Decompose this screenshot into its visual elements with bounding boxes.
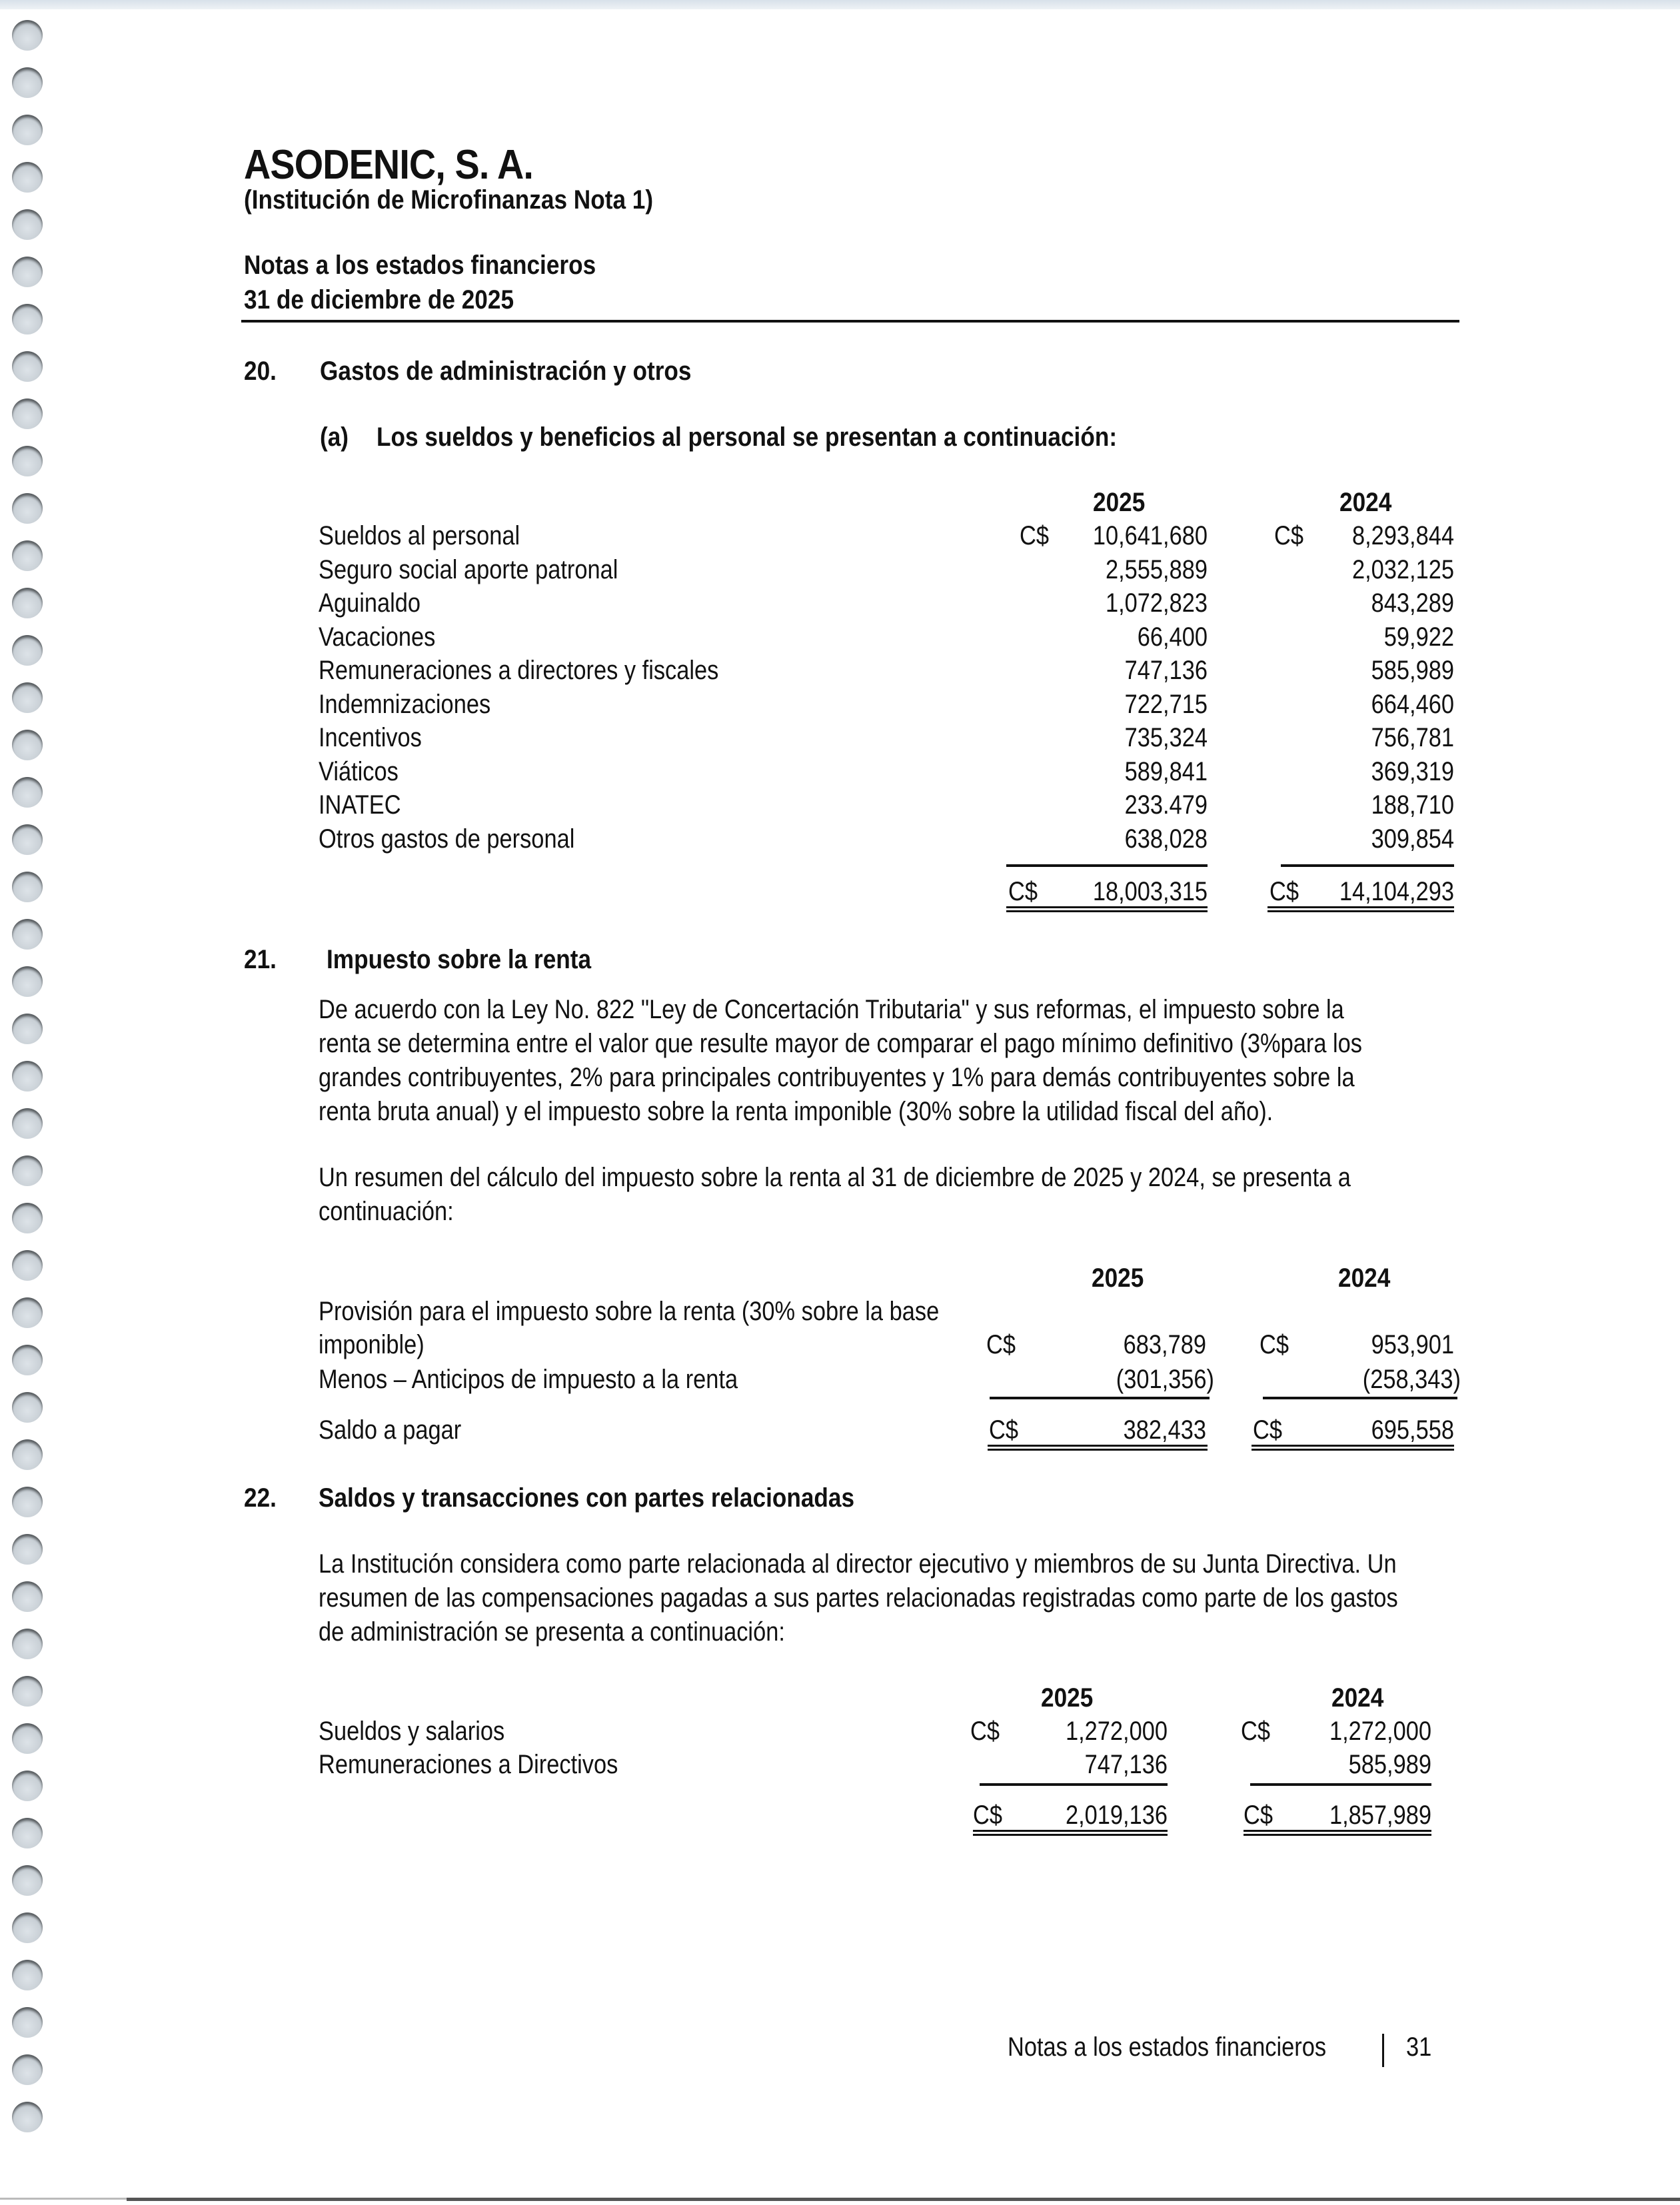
page-number: 31 bbox=[1406, 2032, 1432, 2062]
provision-currency-2025: C$ bbox=[986, 1330, 1016, 1359]
table-row-value-2025: 1,072,823 bbox=[1105, 588, 1208, 618]
text-line: De acuerdo con la Ley No. 822 "Ley de Concertación Tributaria" y sus reformas, el impuesto sobre la bbox=[319, 995, 1344, 1024]
binding-hole-icon bbox=[12, 162, 43, 193]
binding-hole-icon bbox=[12, 1581, 43, 1612]
note-20-number: 20. bbox=[244, 357, 277, 386]
table-row-value-2024: 664,460 bbox=[1371, 689, 1454, 719]
table-row-label: Sueldos y salarios bbox=[319, 1717, 505, 1746]
balance-currency-2025: C$ bbox=[989, 1415, 1018, 1445]
currency-2025: C$ bbox=[970, 1717, 1000, 1746]
table-row-value-2024: 369,319 bbox=[1371, 756, 1454, 786]
binding-hole-icon bbox=[12, 730, 43, 760]
note-21-paragraph-1 bbox=[319, 993, 1362, 1129]
text-line: La Institución considera como parte relacionada al director ejecutivo y miembros de su Junta Directiva. Un bbox=[319, 1549, 1397, 1579]
table-row-label: Sueldos al personal bbox=[319, 521, 520, 550]
binding-hole-icon bbox=[12, 2102, 43, 2132]
binding-hole-icon bbox=[12, 1960, 43, 1990]
binding-hole-icon bbox=[12, 1534, 43, 1565]
table-row-value-2024: 585,989 bbox=[1348, 1750, 1431, 1779]
binding-hole-icon bbox=[12, 635, 43, 666]
related-total-double-rule-2025 bbox=[973, 1830, 1168, 1836]
balance-currency-2024: C$ bbox=[1253, 1415, 1282, 1445]
balance-2025: 382,433 bbox=[1123, 1415, 1206, 1445]
table-row-value-2024: 8,293,844 bbox=[1351, 521, 1454, 550]
total-currency-2025: C$ bbox=[1008, 877, 1038, 906]
table-row-label: Vacaciones bbox=[319, 622, 436, 652]
binding-hole-icon bbox=[12, 1108, 43, 1139]
related-subtotal-rule-2025 bbox=[980, 1783, 1168, 1786]
binding-hole-icon bbox=[12, 1014, 43, 1044]
table-row-value-2025: 1,272,000 bbox=[1065, 1717, 1168, 1746]
binding-hole-icon bbox=[12, 777, 43, 808]
provision-2025: 683,789 bbox=[1123, 1330, 1206, 1359]
footer-label: Notas a los estados financieros bbox=[1008, 2032, 1327, 2062]
table-row-value-2025: 66,400 bbox=[1137, 622, 1208, 652]
table-row-label: Aguinaldo bbox=[319, 588, 421, 618]
binding-hole-icon bbox=[12, 67, 43, 98]
binding-hole-icon bbox=[12, 682, 43, 713]
table-row-value-2024: 1,272,000 bbox=[1329, 1717, 1431, 1746]
table-row-value-2025: 589,841 bbox=[1124, 756, 1208, 786]
binding-hole-icon bbox=[12, 1439, 43, 1470]
binding-hole-icon bbox=[12, 493, 43, 524]
balance-label: Saldo a pagar bbox=[319, 1415, 462, 1445]
note-21-title: Impuesto sobre la renta bbox=[327, 945, 592, 974]
related-total-currency-2024: C$ bbox=[1244, 1801, 1273, 1830]
spiral-binding-holes bbox=[12, 20, 48, 2149]
total-2024: 14,104,293 bbox=[1339, 877, 1454, 906]
table-row-label: Remuneraciones a directores y fiscales bbox=[319, 656, 719, 685]
company-name: ASODENIC, S. A. bbox=[244, 142, 533, 188]
binding-hole-icon bbox=[12, 1203, 43, 1233]
table-row-label: Indemnizaciones bbox=[319, 689, 491, 719]
text-line: de administración se presenta a continuación: bbox=[319, 1617, 785, 1647]
total-currency-2024: C$ bbox=[1269, 877, 1299, 906]
text-line: Un resumen del cálculo del impuesto sobre la renta al 31 de diciembre de 2025 y 2024, se presenta a bbox=[319, 1163, 1351, 1192]
binding-hole-icon bbox=[12, 257, 43, 287]
binding-hole-icon bbox=[12, 966, 43, 997]
subtotal-rule-2025 bbox=[1006, 864, 1208, 867]
note-22-year-2025: 2025 bbox=[1041, 1683, 1094, 1713]
binding-hole-icon bbox=[12, 1723, 43, 1754]
provision-currency-2024: C$ bbox=[1260, 1330, 1289, 1359]
header-rule bbox=[241, 320, 1459, 323]
advances-2024: (258,343) bbox=[1362, 1365, 1461, 1394]
provision-label-line2: imponible) bbox=[319, 1330, 424, 1359]
scan-bottom-edge bbox=[127, 2198, 1680, 2201]
binding-hole-icon bbox=[12, 824, 43, 855]
balance-2024: 695,558 bbox=[1371, 1415, 1454, 1445]
table-row-value-2025: 747,136 bbox=[1084, 1750, 1168, 1779]
document-date: 31 de diciembre de 2025 bbox=[244, 285, 514, 315]
note-20-year-2024: 2024 bbox=[1339, 488, 1392, 517]
binding-hole-icon bbox=[12, 1865, 43, 1896]
subtotal-rule-2024 bbox=[1281, 864, 1454, 867]
table-row-value-2024: 59,922 bbox=[1383, 622, 1454, 652]
note-21-year-2024: 2024 bbox=[1338, 1263, 1391, 1293]
table-row-value-2024: 188,710 bbox=[1371, 790, 1454, 820]
related-subtotal-rule-2024 bbox=[1250, 1783, 1431, 1786]
table-row-value-2025: 638,028 bbox=[1124, 824, 1208, 854]
binding-hole-icon bbox=[12, 20, 43, 51]
advances-label: Menos – Anticipos de impuesto a la renta bbox=[319, 1365, 738, 1394]
table-row-label: Incentivos bbox=[319, 723, 422, 752]
binding-hole-icon bbox=[12, 1818, 43, 1848]
note-21-number: 21. bbox=[244, 945, 277, 974]
note-21-paragraph-2 bbox=[319, 1161, 1351, 1229]
binding-hole-icon bbox=[12, 1629, 43, 1659]
binding-hole-icon bbox=[12, 540, 43, 571]
table-row-value-2025: 2,555,889 bbox=[1105, 554, 1208, 584]
note-20a-title: Los sueldos y beneficios al personal se presentan a continuación: bbox=[377, 422, 1118, 452]
binding-hole-icon bbox=[12, 872, 43, 902]
currency-2024: C$ bbox=[1274, 521, 1303, 550]
total-double-rule-2025 bbox=[1006, 906, 1208, 912]
text-line: renta se determina entre el valor que resulte mayor de comparar el pago mínimo definitivo (3%para los bbox=[319, 1029, 1362, 1058]
table-row-label: Remuneraciones a Directivos bbox=[319, 1750, 618, 1779]
binding-hole-icon bbox=[12, 919, 43, 950]
binding-hole-icon bbox=[12, 1250, 43, 1281]
binding-hole-icon bbox=[12, 1392, 43, 1423]
table-row-value-2025: 233.479 bbox=[1124, 790, 1208, 820]
scan-top-edge bbox=[0, 0, 1680, 9]
total-2025: 18,003,315 bbox=[1092, 877, 1208, 906]
binding-hole-icon bbox=[12, 1912, 43, 1943]
table-row-value-2024: 585,989 bbox=[1371, 656, 1454, 685]
related-total-2025: 2,019,136 bbox=[1065, 1801, 1168, 1830]
binding-hole-icon bbox=[12, 304, 43, 335]
note-20-year-2025: 2025 bbox=[1093, 488, 1146, 517]
document-title: Notas a los estados financieros bbox=[244, 251, 596, 280]
note-22-title: Saldos y transacciones con partes relacionadas bbox=[319, 1483, 855, 1513]
table-row-label: Viáticos bbox=[319, 756, 399, 786]
footer-separator bbox=[1382, 2034, 1384, 2067]
text-line: renta bruta anual) y el impuesto sobre la renta imponible (30% sobre la utilidad fiscal del año). bbox=[319, 1097, 1273, 1126]
text-line: continuación: bbox=[319, 1197, 454, 1226]
table-row-value-2025: 735,324 bbox=[1124, 723, 1208, 752]
binding-hole-icon bbox=[12, 1297, 43, 1328]
balance-double-rule-2025 bbox=[988, 1445, 1208, 1451]
binding-hole-icon bbox=[12, 351, 43, 382]
binding-hole-icon bbox=[12, 398, 43, 429]
table-row-value-2024: 843,289 bbox=[1371, 588, 1454, 618]
provision-2024: 953,901 bbox=[1371, 1330, 1454, 1359]
currency-2024: C$ bbox=[1241, 1717, 1270, 1746]
advances-2025: (301,356) bbox=[1116, 1365, 1214, 1394]
binding-hole-icon bbox=[12, 209, 43, 240]
binding-hole-icon bbox=[12, 1487, 43, 1517]
related-total-2024: 1,857,989 bbox=[1329, 1801, 1431, 1830]
table-row-value-2025: 722,715 bbox=[1124, 689, 1208, 719]
binding-hole-icon bbox=[12, 1061, 43, 1092]
note-22-number: 22. bbox=[244, 1483, 277, 1513]
table-row-value-2024: 756,781 bbox=[1371, 723, 1454, 752]
related-total-double-rule-2024 bbox=[1244, 1830, 1431, 1836]
currency-2025: C$ bbox=[1020, 521, 1049, 550]
table-row-value-2025: 747,136 bbox=[1124, 656, 1208, 685]
note-22-year-2024: 2024 bbox=[1331, 1683, 1384, 1713]
related-total-currency-2025: C$ bbox=[973, 1801, 1002, 1830]
binding-hole-icon bbox=[12, 446, 43, 476]
company-subtitle: (Institución de Microfinanzas Nota 1) bbox=[244, 185, 654, 215]
note-22-paragraph bbox=[319, 1547, 1398, 1649]
scan-bottom-edge-left bbox=[0, 2198, 127, 2200]
table-row-label: INATEC bbox=[319, 790, 401, 820]
text-line: grandes contribuyentes, 2% para principales contribuyentes y 1% para demás contribuyentes sobre la bbox=[319, 1063, 1355, 1092]
binding-hole-icon bbox=[12, 2054, 43, 2085]
advances-rule-2025 bbox=[990, 1397, 1210, 1399]
binding-hole-icon bbox=[12, 1155, 43, 1186]
binding-hole-icon bbox=[12, 1345, 43, 1375]
note-20-title: Gastos de administración y otros bbox=[320, 357, 692, 386]
binding-hole-icon bbox=[12, 2007, 43, 2038]
table-row-value-2024: 2,032,125 bbox=[1351, 554, 1454, 584]
binding-hole-icon bbox=[12, 1771, 43, 1801]
provision-label-line1: Provisión para el impuesto sobre la renta (30% sobre la base bbox=[319, 1297, 940, 1326]
note-21-year-2025: 2025 bbox=[1092, 1263, 1144, 1293]
total-double-rule-2024 bbox=[1267, 906, 1454, 912]
advances-rule-2024 bbox=[1263, 1397, 1457, 1399]
binding-hole-icon bbox=[12, 115, 43, 145]
table-row-label: Seguro social aporte patronal bbox=[319, 554, 618, 584]
binding-hole-icon bbox=[12, 1676, 43, 1707]
binding-hole-icon bbox=[12, 588, 43, 618]
note-20a-label: (a) bbox=[320, 422, 349, 452]
table-row-value-2024: 309,854 bbox=[1371, 824, 1454, 854]
text-line: resumen de las compensaciones pagadas a sus partes relacionadas registradas como parte de los gastos bbox=[319, 1583, 1398, 1613]
balance-double-rule-2024 bbox=[1252, 1445, 1454, 1451]
table-row-value-2025: 10,641,680 bbox=[1092, 521, 1208, 550]
table-row-label: Otros gastos de personal bbox=[319, 824, 575, 854]
